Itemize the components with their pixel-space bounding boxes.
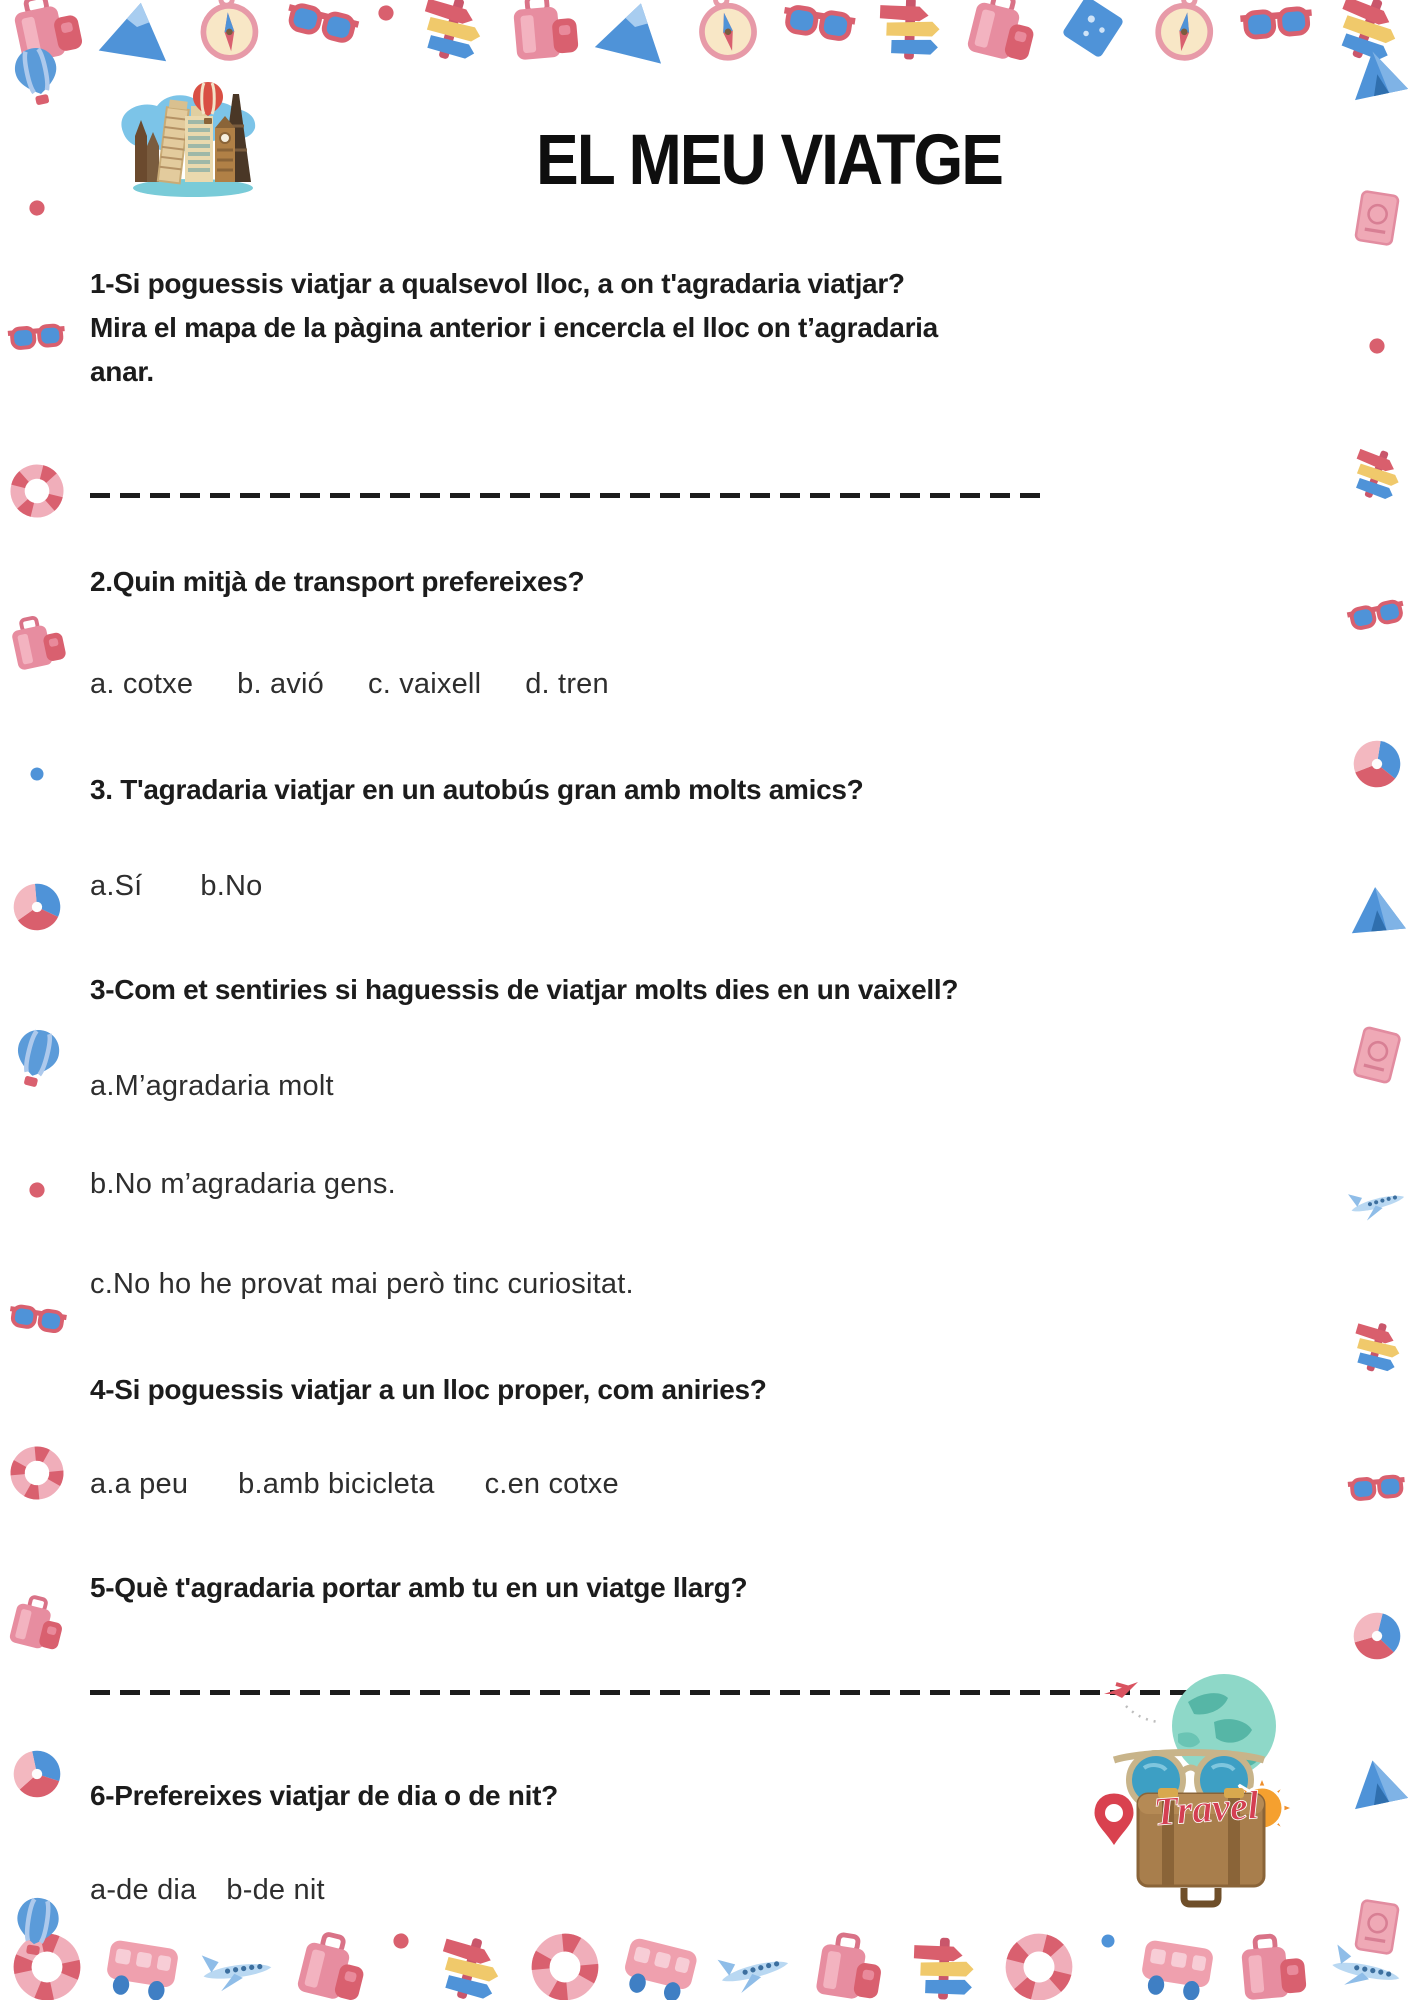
- question-4-options: [90, 1468, 619, 1501]
- dot-red-icon: [1363, 331, 1391, 359]
- option-q4-a: a.a peu: [90, 1468, 189, 1500]
- sunglasses-icon: [774, 0, 863, 72]
- option-q6-a: a-de dia: [90, 1874, 197, 1906]
- sunglasses-icon: [2, 1287, 73, 1358]
- signpost-icon: [868, 0, 953, 69]
- question-5: 5-Què t'agradaria portar amb tu en un viatge llarg?: [90, 1572, 748, 1603]
- compass-icon: [187, 0, 272, 69]
- plane-icon: [195, 1925, 280, 2000]
- option-q2-c: c. vaixell: [368, 668, 482, 700]
- option-q3b-a: a.M’agradaria molt: [90, 1070, 334, 1102]
- suitcase-icon: [501, 0, 586, 69]
- dot-red-icon: [386, 1926, 417, 1957]
- question-6-options: [90, 1874, 325, 1907]
- question-1: [90, 262, 1080, 394]
- suitcase-icon: [0, 605, 74, 679]
- option-q2-a: a. cotxe: [90, 668, 194, 700]
- option-q2-d: d. tren: [525, 668, 609, 700]
- page-title: EL MEU VIATGE: [536, 119, 1002, 200]
- border-right: [1340, 0, 1414, 2000]
- mountain-icon: [93, 0, 182, 72]
- answer-blank-line-2: [90, 1690, 1202, 1695]
- balloon-icon: [0, 39, 74, 113]
- lifesaver-icon: [3, 1439, 70, 1506]
- compass-icon: [1140, 0, 1229, 72]
- sunglasses-icon: [1343, 1457, 1410, 1524]
- lifesaver-icon: [992, 1920, 1087, 2000]
- border-top: [0, 0, 1414, 70]
- question-3b: 3-Com et sentiries si haguessis de viatjar molts dies en un vaixell?: [90, 974, 959, 1005]
- beachball-icon: [1342, 728, 1413, 799]
- question-4: 4-Si poguessis viatjar a un lloc proper, com aniries?: [90, 1374, 767, 1405]
- tent-icon: [1340, 36, 1414, 110]
- option-q4-b: b.amb bicicleta: [238, 1468, 435, 1500]
- question-1-line-2: Mira el mapa de la pàgina anterior i encercla el lloc on t’agradaria: [90, 312, 938, 343]
- signpost-icon: [1342, 1310, 1413, 1381]
- option-q3-b: b.No: [200, 870, 263, 902]
- option-q3-a: a.Sí: [90, 870, 143, 902]
- ticket-icon: [1047, 0, 1140, 73]
- passport-icon: [1339, 1017, 1414, 1092]
- sunglasses-icon: [3, 307, 70, 374]
- option-q3b-c: c.No ho he provat mai però tinc curiositat.: [90, 1268, 634, 1300]
- beachball-icon: [3, 873, 70, 940]
- question-1-line-3: anar.: [90, 356, 154, 387]
- suitcase-icon: [285, 1920, 380, 2000]
- answer-blank-line-1: [90, 493, 1046, 498]
- suitcase-icon: [805, 1922, 894, 2000]
- signpost-icon: [425, 1922, 514, 2000]
- border-bottom: [0, 1928, 1414, 2000]
- landmarks-logo-icon: [105, 80, 277, 202]
- sunglasses-icon: [1340, 582, 1414, 656]
- balloon-icon: [0, 1020, 75, 1095]
- worksheet-card: [74, 68, 1340, 1930]
- question-2: 2.Quin mitjà de transport prefereixes?: [90, 566, 585, 597]
- question-2-options: [90, 668, 609, 701]
- beachball-icon: [0, 1737, 74, 1811]
- plane-icon: [708, 1921, 801, 2000]
- mountain-icon: [588, 0, 683, 74]
- option-q2-b: b. avió: [237, 668, 325, 700]
- dot-red-icon: [22, 193, 52, 223]
- lifesaver-icon: [0, 453, 75, 528]
- option-q3b-b: b.No m’agradaria gens.: [90, 1168, 396, 1200]
- signpost-icon: [407, 0, 496, 72]
- sunglasses-icon: [1234, 0, 1319, 69]
- question-3: 3. T'agradaria viatjar en un autobús gran amb molts amics?: [90, 774, 864, 805]
- question-6: 6-Prefereixes viatjar de dia o de nit?: [90, 1780, 558, 1811]
- signpost-icon: [1339, 435, 1414, 510]
- passport-icon: [1342, 1892, 1413, 1963]
- tent-icon: [1343, 876, 1410, 943]
- option-q6-b: b-de nit: [226, 1874, 325, 1906]
- signpost-icon: [902, 1925, 987, 2000]
- bus-icon: [98, 1922, 187, 2000]
- beachball-icon: [1339, 1599, 1414, 1674]
- bus-icon: [1132, 1922, 1221, 2000]
- dot-red-icon: [371, 0, 402, 28]
- dot-blue-icon: [22, 759, 52, 789]
- dot-red-icon: [22, 1174, 53, 1205]
- option-q4-c: c.en cotxe: [484, 1468, 619, 1500]
- sunglasses-icon: [273, 0, 368, 74]
- suitcase-icon: [0, 1586, 75, 1661]
- travel-label: Travel: [1152, 1782, 1261, 1835]
- border-left: [0, 0, 74, 2000]
- compass-icon: [681, 0, 774, 73]
- dot-blue-icon: [1093, 1926, 1124, 1957]
- tent-icon: [1340, 1745, 1414, 1819]
- balloon-icon: [2, 1889, 73, 1960]
- passport-icon: [1342, 183, 1413, 254]
- question-3-options: [90, 870, 262, 903]
- question-1-line-1: 1-Si poguessis viatjar a qualsevol lloc, a on t'agradaria viatjar?: [90, 268, 905, 299]
- travel-collage-icon: [1086, 1664, 1296, 1924]
- suitcase-icon: [1229, 1925, 1314, 2000]
- lifesaver-icon: [522, 1925, 607, 2000]
- suitcase-icon: [954, 0, 1049, 74]
- plane-icon: [1340, 1163, 1414, 1237]
- bus-icon: [612, 1920, 707, 2000]
